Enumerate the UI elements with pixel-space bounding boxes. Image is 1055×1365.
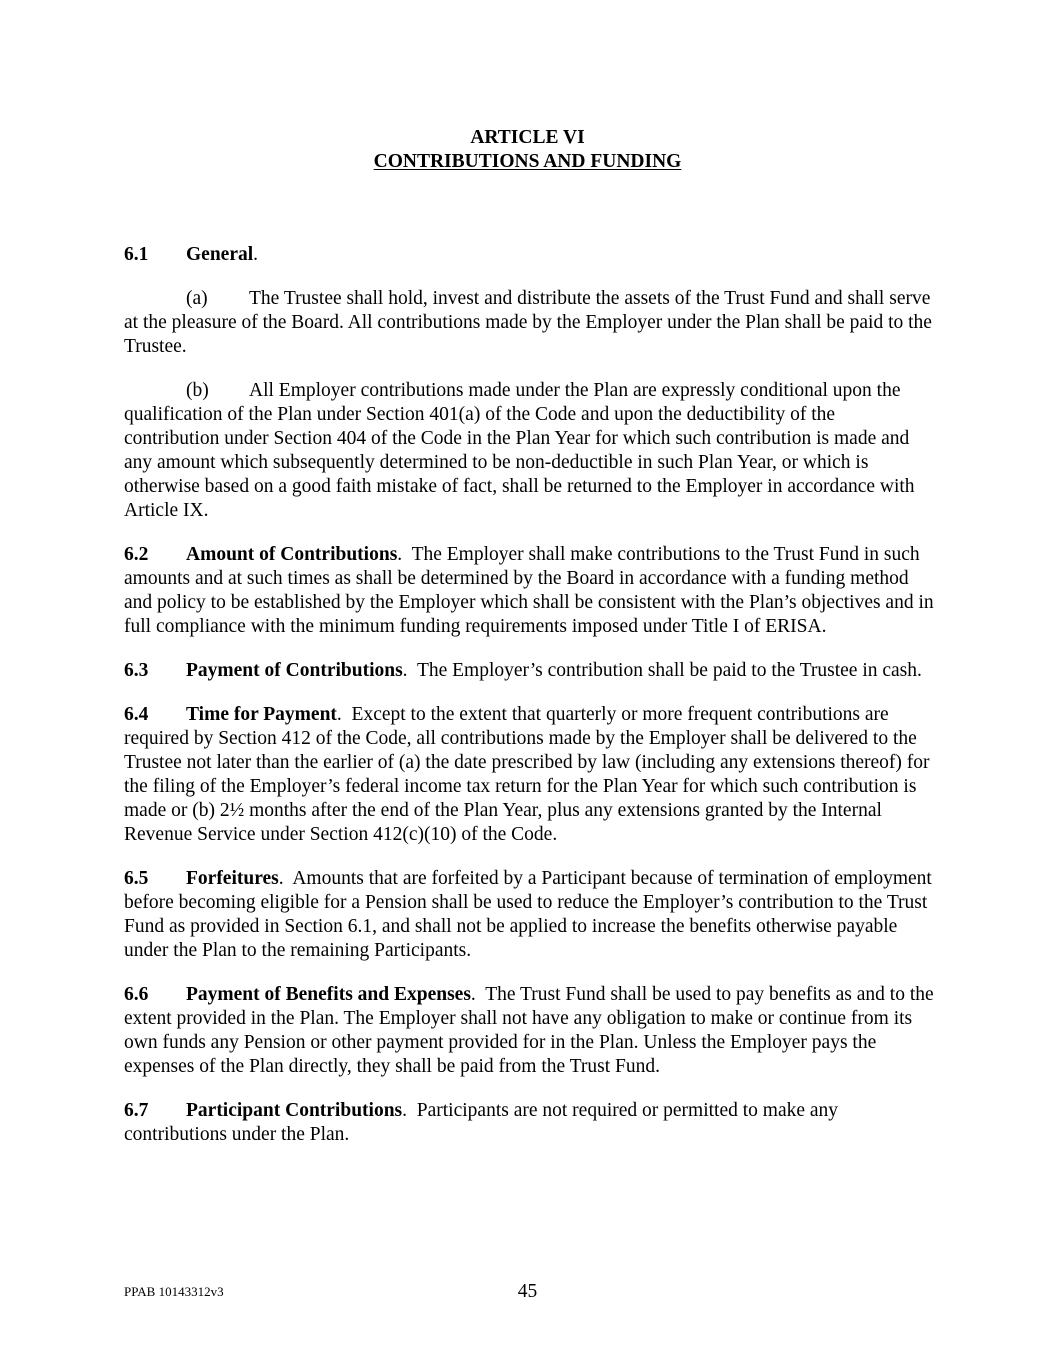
subsection-label: (b) — [186, 380, 209, 401]
section-number: 6.2 — [124, 544, 149, 565]
section-title: Time for Payment — [186, 704, 337, 725]
section-text: Except to the extent that quarterly or more frequent contributions are required by Section 412 of the Code, all contributions made by the Employer shall be delivered to the Trustee not later than the earlier of (a) the date prescribed by law (including any extensions thereof) for the filing of the Employer’s federal income tax return for the Plan Year for which such contribution is made or (b) 2½ months after the end of the Plan Year, plus any extensions granted by the Internal Revenue Service under Section 412(c)(10) of the Code. — [124, 704, 930, 845]
article-number: ARTICLE VI — [470, 127, 585, 148]
section-number: 6.7 — [124, 1100, 149, 1121]
section-number: 6.1 — [124, 244, 149, 265]
section-title: Payment of Contributions — [186, 660, 403, 681]
subsection-label: (a) — [186, 288, 208, 309]
section-6-5: 6.5 Forfeitures. Amounts that are forfeited by a Participant because of termination of employment before becoming eligible for a Pension shall be used to reduce the Employer’s contribution to the Trust Fund as provided in Section 6.1, and shall not be applied to increase the benefits otherwise payable under the Plan to the remaining Participants. — [124, 868, 932, 961]
section-number: 6.4 — [124, 704, 149, 725]
page-number: 45 — [517, 1281, 538, 1302]
section-6-3: 6.3 Payment of Contributions. The Employer’s contribution shall be paid to the Trustee in cash. — [124, 660, 922, 681]
section-title: Forfeitures — [186, 868, 279, 889]
section-6-1-heading: 6.1 General. — [124, 244, 259, 265]
section-6-6: 6.6 Payment of Benefits and Expenses. The Trust Fund shall be used to pay benefits as and to the extent provided in the Plan. The Employer shall not have any obligation to make or continue from its own funds any Pension or other payment provided for in the Plan. Unless the Employer pays the expenses of the Plan directly, they shall be paid from the Trust Fund. — [124, 984, 934, 1077]
section-title: Payment of Benefits and Expenses — [186, 984, 471, 1005]
section-text: The Employer’s contribution shall be paid to the Trustee in cash. — [416, 660, 922, 681]
section-title: Participant Contributions — [186, 1100, 403, 1121]
subsection-text: The Trustee shall hold, invest and distribute the assets of the Trust Fund and shall serve at the pleasure of the Board. All contributions made by the Employer under the Plan shall be paid to the Trustee. — [124, 288, 932, 357]
section-text: Amounts that are forfeited by a Participant because of termination of employment before becoming eligible for a Pension shall be used to reduce the Employer’s contribution to the Trust Fund as provided in Section 6.1, and shall not be applied to increase the benefits otherwise payable under the Plan to the remaining Participants. — [124, 868, 932, 961]
section-6-2: 6.2 Amount of Contributions. The Employer shall make contributions to the Trust Fund in such amounts and at such times as shall be determined by the Board in accordance with a funding method and policy to be established by the Employer which shall be consistent with the Plan’s objectives and in full compliance with the minimum funding requirements imposed under Title I of ERISA. — [124, 544, 934, 637]
section-6-1-a — [124, 287, 934, 359]
section-6-4: 6.4 Time for Payment. Except to the extent that quarterly or more frequent contributions are required by Section 412 of the Code, all contributions made by the Employer shall be delivered to the Trustee not later than the earlier of (a) the date prescribed by law (including any extensions thereof) for the filing of the Employer’s federal income tax return for the Plan Year for which such contribution is made or (b) 2½ months after the end of the Plan Year, plus any extensions granted by the Internal Revenue Service under Section 412(c)(10) of the Code. — [124, 704, 930, 845]
subsection-text: All Employer contributions made under the Plan are expressly conditional upon the qualification of the Plan under Section 401(a) of the Code and upon the deductibility of the contribution under Section 404 of the Code in the Plan Year for which such contribution is made and any amount which subsequently determined to be non-deductible in such Plan Year, or which is otherwise based on a good faith mistake of fact, shall be returned to the Employer in accordance with Article IX. — [124, 380, 915, 521]
section-number: 6.5 — [124, 868, 149, 889]
article-heading — [0, 126, 1055, 174]
section-title: General — [186, 244, 254, 265]
document-id: PPAB 10143312v3 — [124, 1284, 224, 1299]
section-text: The Trust Fund shall be used to pay benefits as and to the extent provided in the Plan. The Employer shall not have any obligation to make or continue from its own funds any Pension or other payment provided for in the Plan. Unless the Employer pays the expenses of the Plan directly, they shall be paid from the Trust Fund. — [124, 984, 934, 1077]
section-number: 6.6 — [124, 984, 149, 1005]
article-title: CONTRIBUTIONS AND FUNDING — [373, 151, 682, 172]
section-6-7: 6.7 Participant Contributions. Participants are not required or permitted to make any contributions under the Plan. — [124, 1100, 839, 1145]
section-6-1-b — [124, 379, 934, 523]
document-body — [124, 243, 934, 1167]
section-text: The Employer shall make contributions to the Trust Fund in such amounts and at such times as shall be determined by the Board in accordance with a funding method and policy to be established by the Employer which shall be consistent with the Plan’s objectives and in full compliance with the minimum funding requirements imposed under Title I of ERISA. — [124, 544, 934, 637]
section-title: Amount of Contributions — [186, 544, 398, 565]
section-text: Participants are not required or permitted to make any contributions under the Plan. — [124, 1100, 839, 1145]
section-number: 6.3 — [124, 660, 149, 681]
